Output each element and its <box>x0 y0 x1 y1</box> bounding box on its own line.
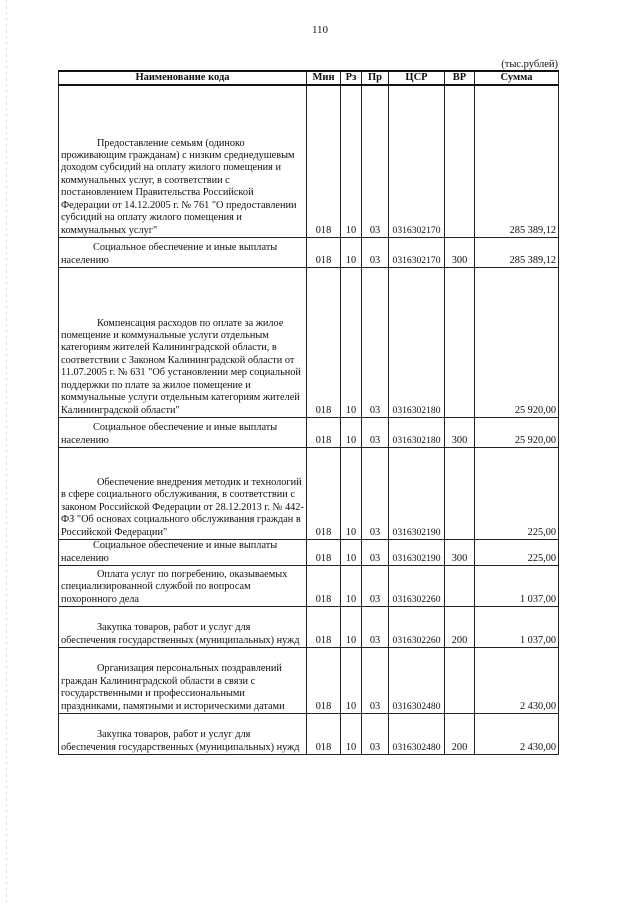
row-vr: 200 <box>445 713 475 754</box>
row-rz: 10 <box>341 267 362 417</box>
row-csr: 0316302170 <box>389 237 445 267</box>
row-pr: 03 <box>362 565 389 606</box>
row-pr: 03 <box>362 713 389 754</box>
row-name: Компенсация расходов по оплате за жилое помещение и коммунальные услуги отдельным категориям жителей Калининградской области, в соответствии с Законом Калининградской области от 11.07.2005 г. № 631 "Об установлении мер социальной поддержки по плате за жилое помещение и коммунальные услуги отдельным категориям жителей Калининградской области" <box>59 267 307 417</box>
table-row <box>59 237 559 267</box>
row-vr: 200 <box>445 606 475 647</box>
row-rz: 10 <box>341 647 362 713</box>
row-rz: 10 <box>341 417 362 447</box>
units-label: (тыс.рублей) <box>501 59 558 70</box>
row-min: 018 <box>307 447 341 539</box>
row-pr: 03 <box>362 447 389 539</box>
row-name: Организация персональных поздравлений граждан Калининградской области в связи с государственными и профессиональными праздниками, памятными и историческими датами <box>59 647 307 713</box>
row-min: 018 <box>307 237 341 267</box>
row-rz: 10 <box>341 85 362 237</box>
row-vr <box>445 647 475 713</box>
row-pr: 03 <box>362 606 389 647</box>
row-min: 018 <box>307 606 341 647</box>
row-csr: 0316302480 <box>389 713 445 754</box>
row-vr <box>445 267 475 417</box>
row-min: 018 <box>307 713 341 754</box>
row-min: 018 <box>307 267 341 417</box>
row-csr: 0316302190 <box>389 539 445 565</box>
row-name: Закупка товаров, работ и услуг для обеспечения государственных (муниципальных) нужд <box>59 713 307 754</box>
header-sum: Сумма <box>475 71 559 85</box>
table-row <box>59 606 559 647</box>
row-csr: 0316302260 <box>389 606 445 647</box>
header-min: Мин <box>307 71 341 85</box>
row-pr: 03 <box>362 539 389 565</box>
row-pr: 03 <box>362 267 389 417</box>
row-csr: 0316302180 <box>389 267 445 417</box>
row-sum: 225,00 <box>475 539 559 565</box>
row-csr: 0316302170 <box>389 85 445 237</box>
row-name: Закупка товаров, работ и услуг для обеспечения государственных (муниципальных) нужд <box>59 606 307 647</box>
row-pr: 03 <box>362 237 389 267</box>
row-sum: 25 920,00 <box>475 267 559 417</box>
row-min: 018 <box>307 417 341 447</box>
row-sum: 285 389,12 <box>475 237 559 267</box>
table-row <box>59 417 559 447</box>
row-csr: 0316302180 <box>389 417 445 447</box>
table-row <box>59 647 559 713</box>
table-row <box>59 539 559 565</box>
row-rz: 10 <box>341 237 362 267</box>
header-csr: ЦСР <box>389 71 445 85</box>
table-row <box>59 565 559 606</box>
header-name: Наименование кода <box>59 71 307 85</box>
row-pr: 03 <box>362 85 389 237</box>
header-vr: ВР <box>445 71 475 85</box>
header-pr: Пр <box>362 71 389 85</box>
row-sum: 225,00 <box>475 447 559 539</box>
row-min: 018 <box>307 539 341 565</box>
row-pr: 03 <box>362 647 389 713</box>
row-name: Социальное обеспечение и иные выплаты населению <box>59 417 307 447</box>
budget-table <box>58 70 559 755</box>
row-min: 018 <box>307 85 341 237</box>
row-vr <box>445 565 475 606</box>
row-rz: 10 <box>341 447 362 539</box>
row-sum: 2 430,00 <box>475 647 559 713</box>
row-vr: 300 <box>445 237 475 267</box>
table-row <box>59 267 559 417</box>
row-csr: 0316302190 <box>389 447 445 539</box>
row-rz: 10 <box>341 713 362 754</box>
table-row <box>59 447 559 539</box>
table-row <box>59 85 559 237</box>
row-sum: 25 920,00 <box>475 417 559 447</box>
row-sum: 1 037,00 <box>475 606 559 647</box>
table-header-row <box>59 71 559 85</box>
row-rz: 10 <box>341 539 362 565</box>
header-rz: Рз <box>341 71 362 85</box>
row-name: Оплата услуг по погребению, оказываемых специализированной службой по вопросам похоронного дела <box>59 565 307 606</box>
row-pr: 03 <box>362 417 389 447</box>
row-sum: 2 430,00 <box>475 713 559 754</box>
row-vr: 300 <box>445 417 475 447</box>
row-sum: 285 389,12 <box>475 85 559 237</box>
page-number: 110 <box>311 24 329 36</box>
row-name: Обеспечение внедрения методик и технологий в сфере социального обслуживания, в соответствии с законом Российской Федерации от 28.12.2013 г. № 442-ФЗ "Об основах социального обслуживания граждан в Российской Федерации" <box>59 447 307 539</box>
row-min: 018 <box>307 647 341 713</box>
scan-margin-marks <box>6 0 8 905</box>
row-name: Социальное обеспечение и иные выплаты населению <box>59 237 307 267</box>
row-name: Предоставление семьям (одиноко проживающим гражданам) с низким среднедушевым доходом субсидий на оплату жилого помещения и коммунальных услуг, в соответствии с постановлением Правительства Российской Федерации от 14.12.2005 г. № 761 "О предоставлении субсидий на оплату жилого помещения и коммунальных услуг" <box>59 85 307 237</box>
row-min: 018 <box>307 565 341 606</box>
row-csr: 0316302260 <box>389 565 445 606</box>
row-vr <box>445 85 475 237</box>
table-row <box>59 713 559 754</box>
row-rz: 10 <box>341 606 362 647</box>
row-sum: 1 037,00 <box>475 565 559 606</box>
row-vr: 300 <box>445 539 475 565</box>
row-csr: 0316302480 <box>389 647 445 713</box>
row-vr <box>445 447 475 539</box>
row-rz: 10 <box>341 565 362 606</box>
row-name: Социальное обеспечение и иные выплаты населению <box>59 539 307 565</box>
